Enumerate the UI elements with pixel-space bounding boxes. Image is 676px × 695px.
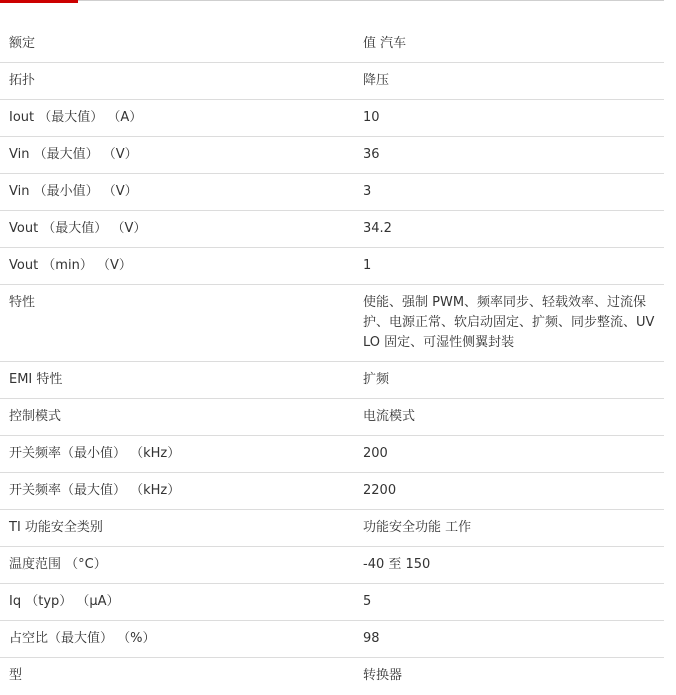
spec-label: Iout （最大值） （A） (9, 110, 143, 125)
spec-label: 温度范围 （°C） (9, 557, 107, 572)
spec-label: Vin （最大值） （V） (9, 147, 138, 162)
spec-value: 2200 (363, 483, 397, 498)
spec-row-topology (0, 63, 664, 100)
spec-value: -40 至 150 (363, 557, 431, 572)
spec-value: 3 (363, 184, 372, 199)
spec-value: 1 (363, 258, 372, 273)
active-tab-indicator (0, 0, 78, 3)
spec-label: Vout （最大值） （V） (9, 221, 147, 236)
spec-value: 98 (363, 631, 380, 646)
spec-row-iout-max (0, 100, 664, 137)
spec-value: 扩频 (363, 372, 390, 387)
spec-label: Iq （typ） （µA） (9, 594, 120, 609)
spec-label: 开关频率（最大值） （kHz） (9, 483, 181, 498)
spec-label: 占空比（最大值） （%） (9, 631, 156, 646)
spec-label: 特性 (9, 295, 36, 310)
spec-value: 降压 (363, 73, 390, 88)
spec-value: 10 (363, 110, 380, 125)
spec-row-functional-safety (0, 510, 664, 547)
spec-value: 功能安全功能 工作 (363, 520, 472, 535)
spec-row-switching-freq-max (0, 473, 664, 510)
spec-row-vin-min (0, 174, 664, 211)
spec-label: EMI 特性 (9, 372, 63, 387)
spec-value: 使能、强制 PWM、频率同步、轻载效率、过流保护、电源正常、软启动固定、扩频、同步整流、UVLO 固定、可湿性侧翼封装 (363, 295, 655, 350)
spec-value: 36 (363, 147, 380, 162)
spec-row-switching-freq-min (0, 436, 664, 473)
spec-value: 5 (363, 594, 372, 609)
spec-label: 额定 (9, 36, 36, 51)
spec-value: 电流模式 (363, 409, 416, 424)
spec-row-control-mode (0, 399, 664, 436)
spec-row-vout-max (0, 211, 664, 248)
spec-row-vout-min (0, 248, 664, 285)
spec-label: 型 (9, 668, 23, 683)
spec-value: 转换器 (363, 668, 403, 683)
spec-row-type (0, 658, 664, 695)
spec-label: Vin （最小值） （V） (9, 184, 138, 199)
spec-row-emi-features (0, 362, 664, 399)
spec-row-rating (0, 26, 664, 63)
specifications-table (0, 26, 664, 695)
spec-row-vin-max (0, 137, 664, 174)
spec-value: 200 (363, 446, 388, 461)
spec-row-iq-typ (0, 584, 664, 621)
spec-row-duty-cycle-max (0, 621, 664, 658)
spec-label: Vout （min） （V） (9, 258, 132, 273)
spec-label: 开关频率（最小值） （kHz） (9, 446, 181, 461)
spec-label: 控制模式 (9, 409, 62, 424)
spec-row-temperature-range (0, 547, 664, 584)
spec-row-features (0, 285, 664, 362)
spec-value: 34.2 (363, 221, 392, 236)
spec-value: 值 汽车 (363, 36, 407, 51)
spec-label: TI 功能安全类别 (9, 520, 103, 535)
top-divider (0, 0, 664, 1)
spec-label: 拓扑 (9, 73, 36, 88)
